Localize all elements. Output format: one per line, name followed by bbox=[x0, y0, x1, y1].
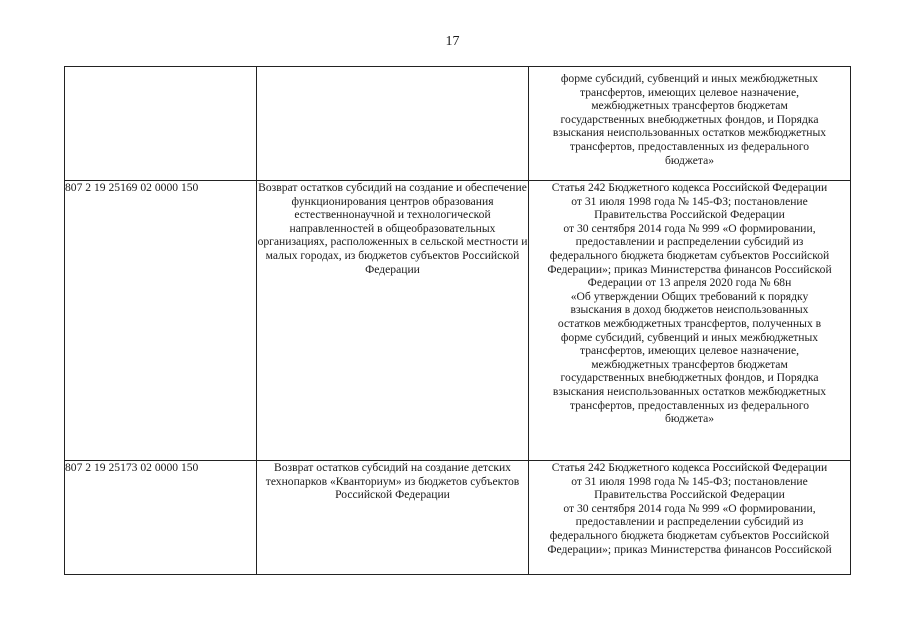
basis-line: Статья 242 Бюджетного кодекса Российской Федерации bbox=[551, 181, 828, 194]
basis-line: от 31 июля 1998 года № 145-ФЗ; постановление bbox=[571, 194, 808, 208]
basis-line: государственных внебюджетных фондов, и Порядка bbox=[560, 112, 819, 126]
basis-line: бюджета» bbox=[664, 412, 715, 426]
basis-line: Федерации»; приказ Министерства финансов Российской bbox=[547, 262, 832, 276]
basis-line: Статья 242 Бюджетного кодекса Российской Федерации bbox=[551, 461, 828, 474]
basis-line: бюджета» bbox=[664, 153, 715, 167]
budget-codes-table bbox=[64, 66, 851, 575]
basis-line: федерального бюджета бюджетам субъектов Российской bbox=[549, 248, 830, 262]
basis-line: от 30 сентября 2014 года № 999 «О формировании, bbox=[563, 501, 816, 515]
basis-line: предоставлении и распределении субсидий из bbox=[575, 515, 804, 529]
basis-line: трансфертов, предоставленных из федерального bbox=[569, 139, 810, 153]
row-legal-basis bbox=[529, 461, 851, 575]
row-code: 807 2 19 25169 02 0000 150 bbox=[65, 181, 257, 461]
row-code: 807 2 19 25173 02 0000 150 bbox=[65, 461, 257, 575]
basis-line: Правительства Российской Федерации bbox=[594, 208, 785, 222]
basis-line: Федерации от 13 апреля 2020 года № 68н bbox=[587, 276, 792, 290]
basis-line: взыскания неиспользованных остатков межбюджетных bbox=[552, 384, 827, 398]
row-legal-basis bbox=[529, 181, 851, 461]
basis-line: трансфертов, имеющих целевое назначение, bbox=[579, 344, 799, 358]
basis-line: Федерации»; приказ Министерства финансов Российской bbox=[547, 542, 832, 556]
basis-line: форме субсидий, субвенций и иных межбюджетных bbox=[560, 72, 819, 85]
basis-line: государственных внебюджетных фондов, и Порядка bbox=[560, 371, 819, 385]
basis-line: межбюджетных трансфертов бюджетам bbox=[591, 357, 788, 371]
page-number: 17 bbox=[445, 34, 460, 49]
basis-line: предоставлении и распределении субсидий из bbox=[575, 235, 804, 249]
row-legal-basis bbox=[529, 67, 851, 181]
row-name bbox=[257, 67, 529, 181]
row-name: Возврат остатков субсидий на создание и обеспечение функционирования центров образования естественнонаучной и технологической направленностей в общеобразовательных организациях, расположенных в сельской местности и малых городах, из бюджетов субъектов Российской Федерации bbox=[257, 181, 529, 461]
basis-line: федерального бюджета бюджетам субъектов Российской bbox=[549, 528, 830, 542]
basis-line: трансфертов, имеющих целевое назначение, bbox=[579, 85, 799, 99]
basis-line: от 31 июля 1998 года № 145-ФЗ; постановление bbox=[571, 474, 808, 488]
row-code bbox=[65, 67, 257, 181]
basis-line: форме субсидий, субвенций и иных межбюджетных bbox=[560, 330, 819, 344]
basis-line: взыскания неиспользованных остатков межбюджетных bbox=[552, 126, 827, 140]
basis-line: межбюджетных трансфертов бюджетам bbox=[591, 99, 788, 113]
table-row bbox=[65, 461, 851, 575]
table-row bbox=[65, 67, 851, 181]
basis-line: остатков межбюджетных трансфертов, полученных в bbox=[557, 316, 822, 330]
basis-line: от 30 сентября 2014 года № 999 «О формировании, bbox=[563, 221, 816, 235]
table-row bbox=[65, 181, 851, 461]
basis-line: Правительства Российской Федерации bbox=[594, 488, 785, 502]
basis-line: взыскания в доход бюджетов неиспользованных bbox=[570, 303, 809, 317]
basis-line: «Об утверждении Общих требований к порядку bbox=[570, 289, 809, 303]
basis-line: трансфертов, предоставленных из федерального bbox=[569, 398, 810, 412]
row-name: Возврат остатков субсидий на создание детских технопарков «Кванториум» из бюджетов субъектов Российской Федерации bbox=[257, 461, 529, 575]
